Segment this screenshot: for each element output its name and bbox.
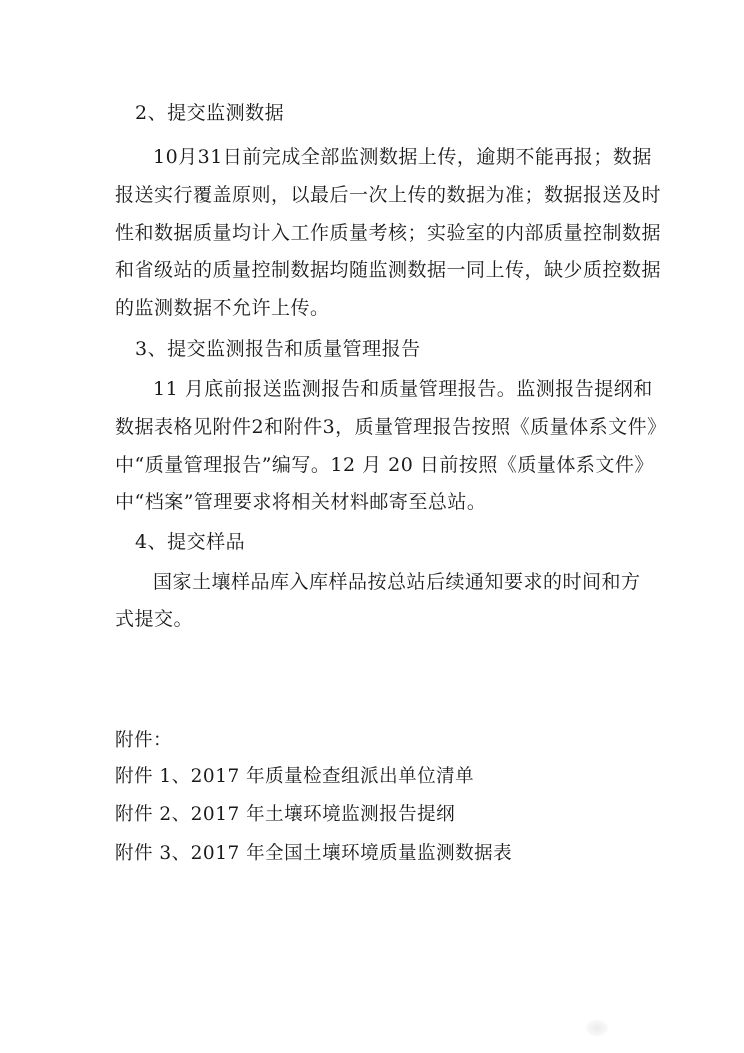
- section-2-line-3-text: 性和数据质量均计入工作质量考核；实验室的内部质量控制数据: [115, 222, 662, 244]
- section-3-line-2-text: 数据表格见附件2和附件3，质量管理报告按照《质量体系文件》: [115, 416, 667, 438]
- attachments-title: 附件：: [115, 730, 173, 751]
- section-3-line-1: [153, 377, 653, 401]
- attachment-item-3: 附件 3、2017 年全国土壤环境质量监测数据表: [115, 843, 513, 864]
- section-4-heading: 4、提交样品: [135, 531, 246, 553]
- section-2-line-1: [153, 145, 652, 169]
- attachment-item-2: 附件 2、2017 年土壤环境监测报告提纲: [115, 804, 456, 825]
- scan-smudge: [586, 1020, 608, 1036]
- section-4-line-2: 式提交。: [115, 608, 194, 630]
- section-4-line-1: [153, 570, 641, 594]
- section-3-line-2: [115, 415, 667, 439]
- section-2-heading: 2、提交监测数据: [135, 102, 285, 124]
- section-2-line-5: 的监测数据不允许上传。: [115, 297, 330, 319]
- section-2-line-2: [115, 183, 662, 207]
- section-3-line-3: [115, 453, 654, 477]
- section-2-line-4-text: 和省级站的质量控制数据均随监测数据一同上传，缺少质控数据: [115, 259, 662, 281]
- section-3-line-4: 中“档案”管理要求将相关材料邮寄至总站。: [115, 491, 487, 513]
- section-2-line-1-text: 10月31日前完成全部监测数据上传，逾期不能再报；数据: [153, 146, 652, 168]
- section-4-line-1-text: 国家土壤样品库入库样品按总站后续通知要求的时间和方: [153, 571, 641, 593]
- section-3-heading: 3、提交监测报告和质量管理报告: [135, 338, 421, 360]
- section-3-line-1-text: 11 月底前报送监测报告和质量管理报告。监测报告提纲和: [153, 378, 653, 400]
- section-3-line-3-text: 中“质量管理报告”编写。12 月 20 日前按照《质量体系文件》: [115, 454, 654, 476]
- section-2-line-2-text: 报送实行覆盖原则，以最后一次上传的数据为准；数据报送及时: [115, 184, 662, 206]
- attachment-item-1: 附件 1、2017 年质量检查组派出单位清单: [115, 766, 475, 787]
- section-2-line-4: [115, 258, 662, 282]
- section-2-line-3: [115, 221, 662, 245]
